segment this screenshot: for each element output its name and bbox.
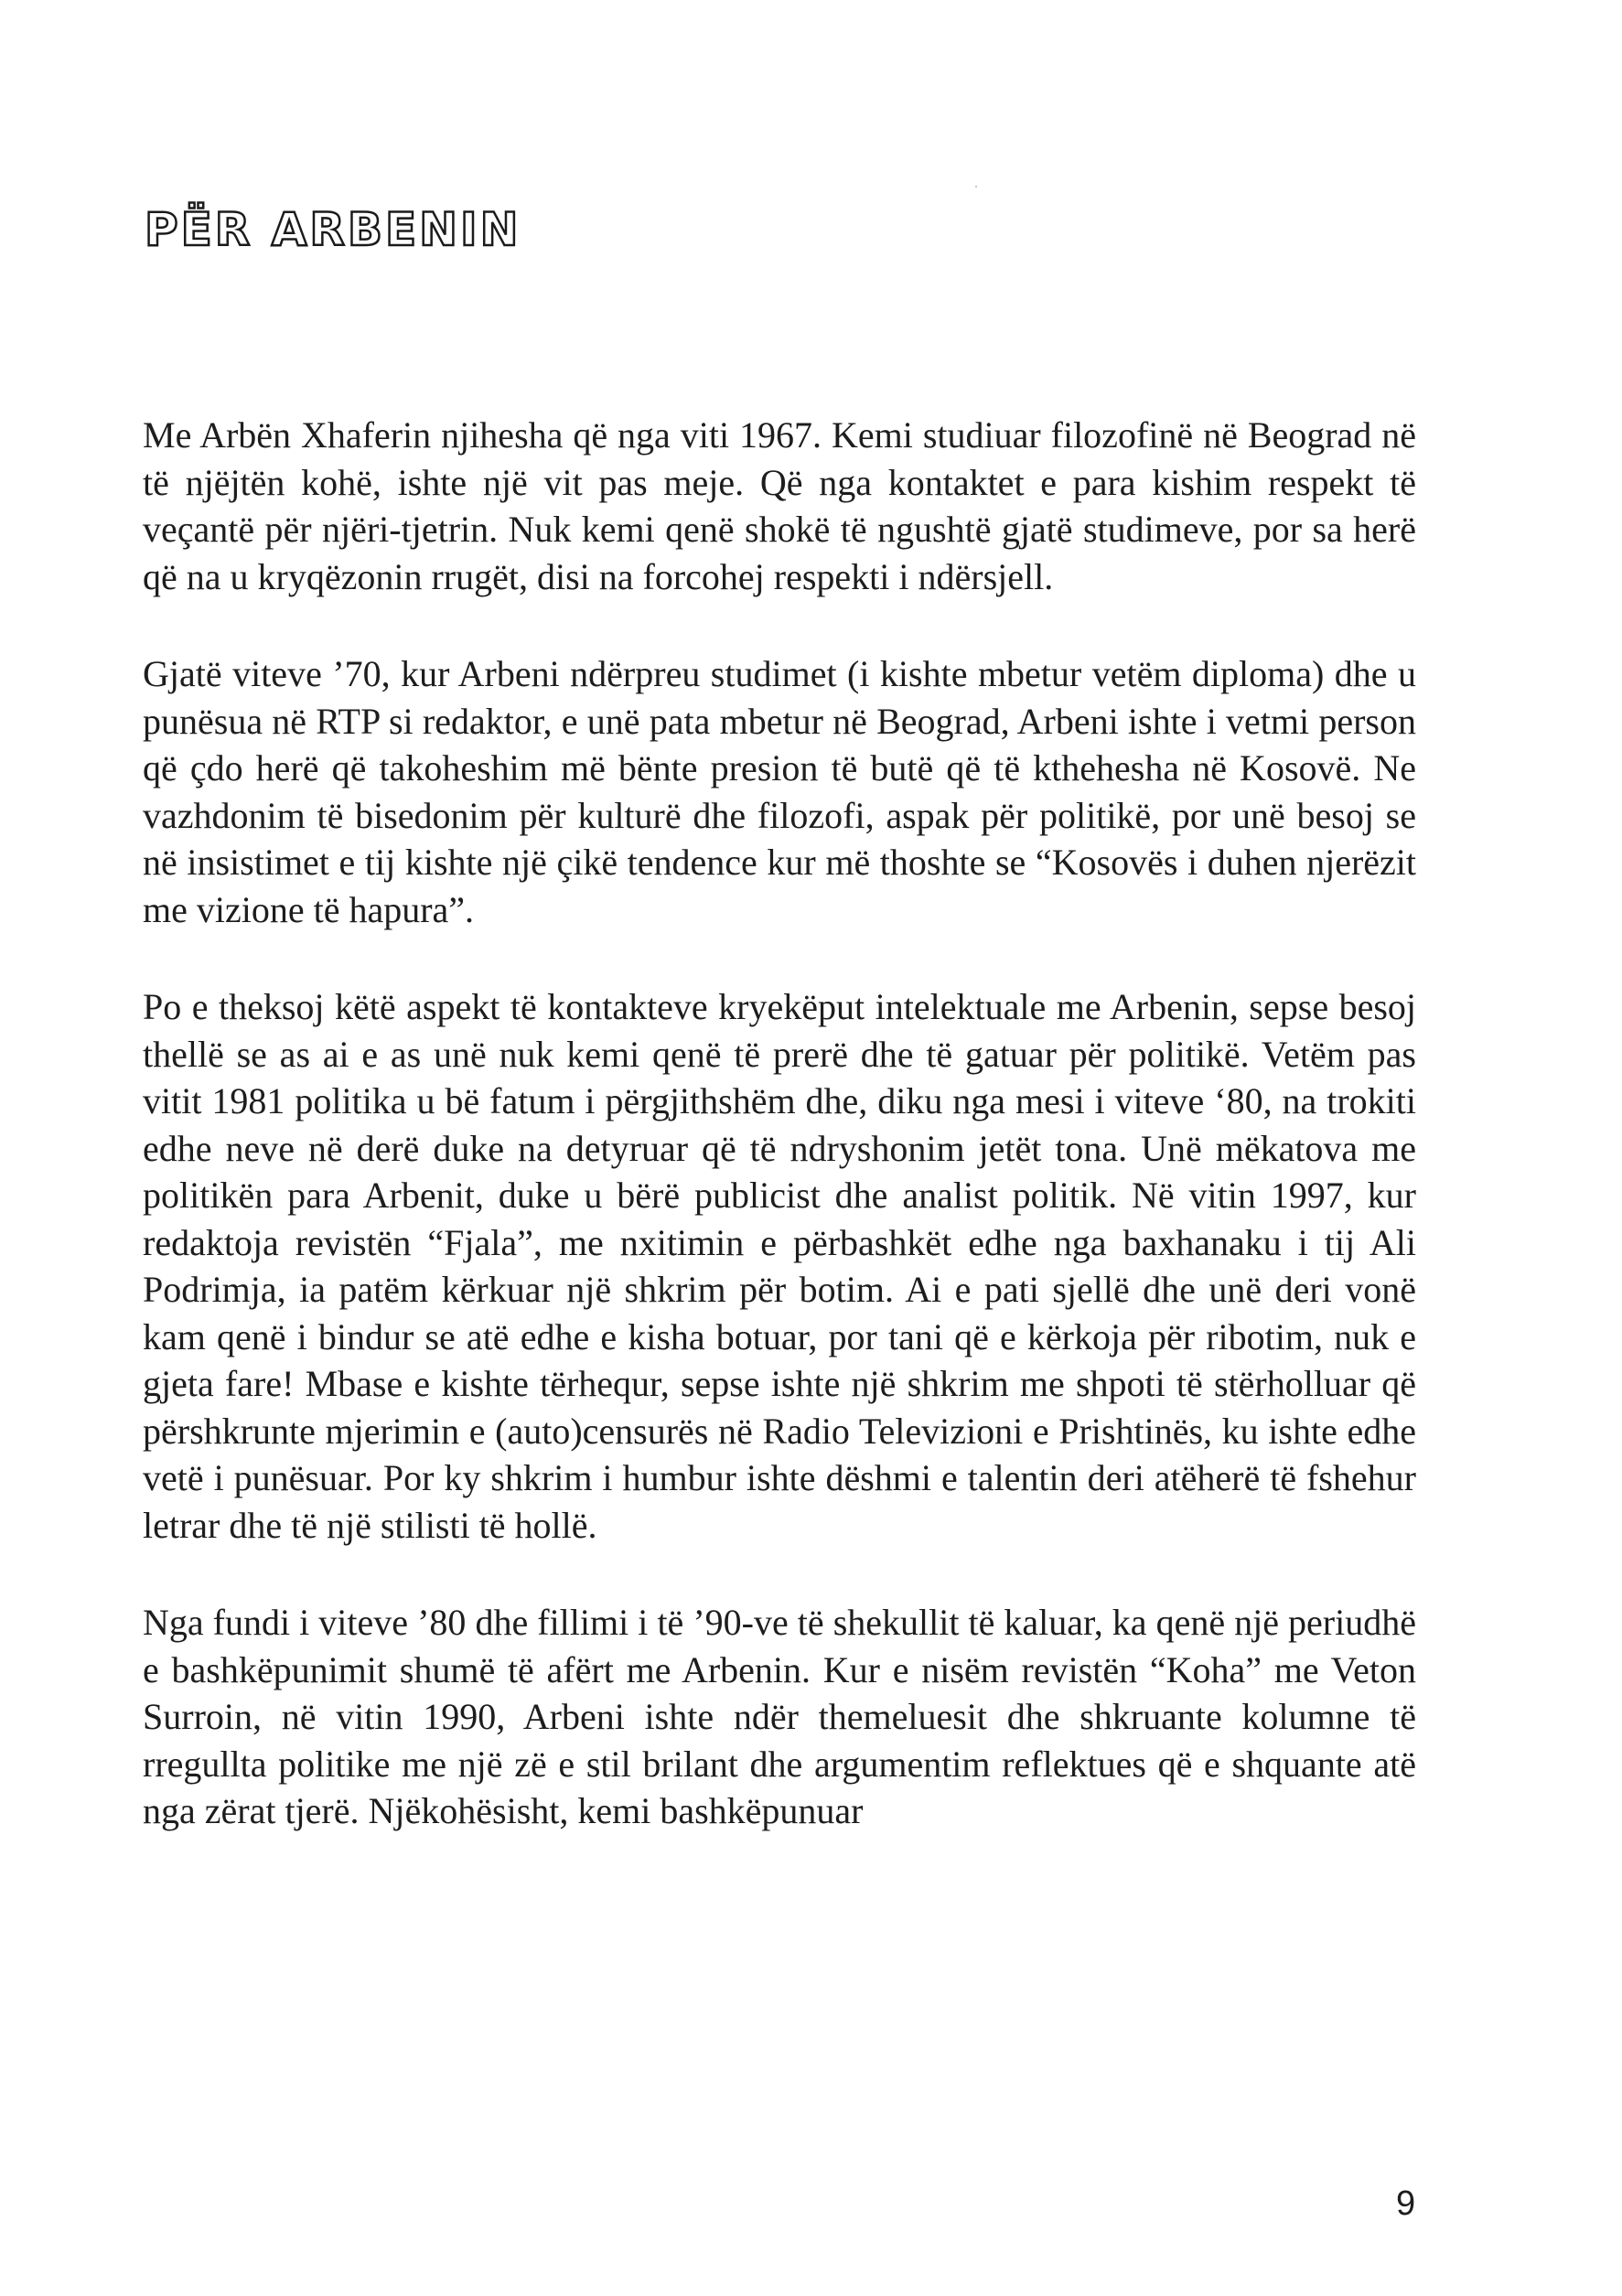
paragraph: Nga fundi i viteve ’80 dhe fillimi i të ’90-ve të shekullit të kaluar, ka qenë një periudhë e bashkëpunimit shumë të afërt me Arbenin. Kur e nisëm revistën “Koha” me Veton Surroin, në vitin 1990, Arbeni ishte ndër themeluesit dhe shkruante kolumne të rregullta politike me një zë e stil brilant dhe argumentim reflektues që e shquante atë nga zërat tjerë. Njëkohësisht, kemi bashkëpunuar — [143, 1602, 1416, 1831]
paragraph: Gjatë viteve ’70, kur Arbeni ndërpreu studimet (i kishte mbetur vetëm diploma) dhe u punësua në RTP si redaktor, e unë pata mbetur në Beograd, Arbeni ishte i vetmi person që çdo herë që takoheshim më bënte presion të butë që të kthehesha në Kosovë. Ne vazhdonim të bisedonim për kulturë dhe filozofi, aspak për politikë, por unë besoj se në insistimet e tij kishte një çikë tendence kur më thoshte se “Kosovës i duhen njerëzit me vizione të hapura”. — [143, 653, 1416, 930]
page-number: 9 — [1396, 2184, 1416, 2223]
paragraph: Me Arbën Xhaferin njihesha që nga viti 1967. Kemi studiuar filozofinë në Beograd në të njëjtën kohë, ishte një vit pas meje. Që nga kontaktet e para kishim respekt të veçantë për njëri-tjetrin. Nuk kemi qenë shokë të ngushtë gjatë studimeve, por sa herë që na u kryqëzonin rrugët, disi na forcohej respekti i ndërsjell. — [143, 414, 1416, 597]
chapter-title: PËR ARBENIN — [145, 203, 521, 256]
body-text — [143, 412, 1416, 1835]
scan-speck — [975, 186, 977, 188]
paragraph: Po e theksoj këtë aspekt të kontakteve kryekëput intelektuale me Arbenin, sepse besoj thellë se as ai e as unë nuk kemi qenë të prerë dhe të gatuar për politikë. Vetëm pas vitit 1981 politika u bë fatum i përgjithshëm dhe, diku nga mesi i viteve ‘80, na trokiti edhe neve në derë duke na detyruar që të ndryshonim jetët tona. Unë mëkatova me politikën para Arbenit, duke u bërë publicist dhe analist politik. Në vitin 1997, kur redaktoja revistën “Fjala”, me nxitimin e përbashkët edhe nga baxhanaku i tij Ali Podrimja, ia patëm kërkuar një shkrim për botim. Ai e pati sjellë dhe unë deri vonë kam qenë i bindur se atë edhe e kisha botuar, por tani që e kërkoja për ribotim, nuk e gjeta fare! Mbase e kishte tërhequr, sepse ishte një shkrim me shpoti të stërholluar që përshkrunte mjerimin e (auto)censurës në Radio Televizioni e Prishtinës, ku ishte edhe vetë i punësuar. Por ky shkrim i humbur ishte dëshmi e talentin deri atëherë të fshehur letrar dhe të një stilisti të hollë. — [143, 986, 1416, 1546]
